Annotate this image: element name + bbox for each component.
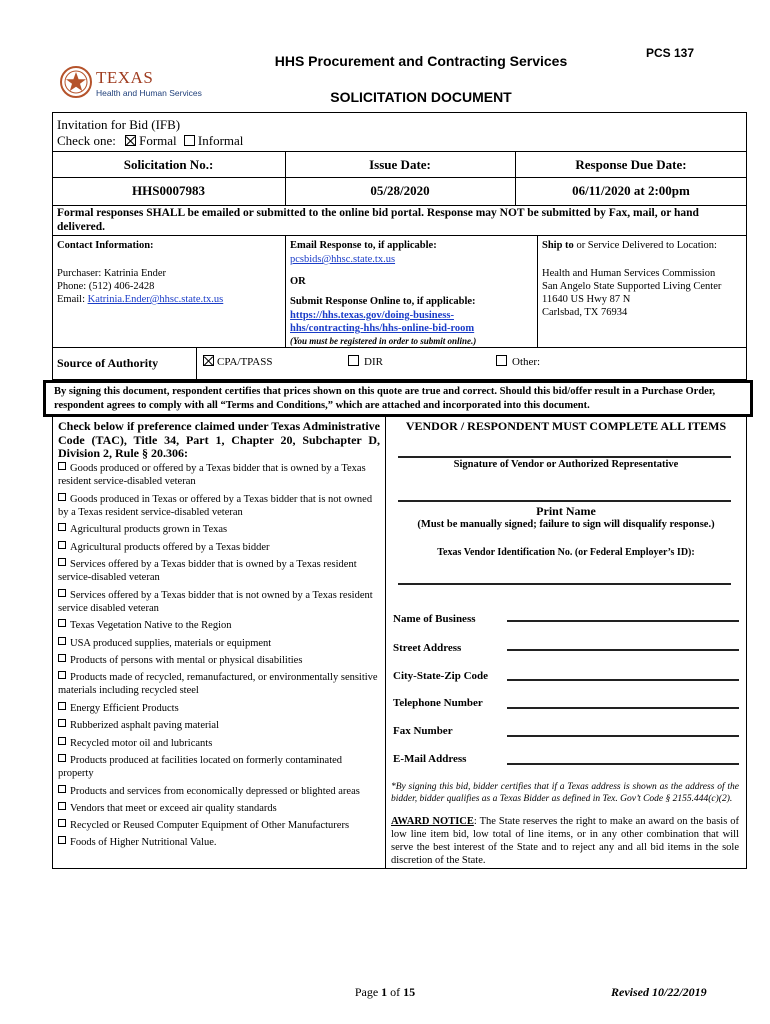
registration-note: (You must be registered in order to submit online.) (290, 336, 477, 346)
divider (52, 347, 747, 348)
logo-subtitle: Health and Human Services (96, 88, 202, 98)
city-state-zip-label: City-State-Zip Code (393, 670, 489, 682)
contact-email-row (57, 294, 223, 305)
ship-to-line4: Carlsbad, TX 76934 (542, 307, 628, 318)
preference-checkbox[interactable] (58, 619, 66, 627)
preference-item (58, 719, 380, 732)
form-number: PCS 137 (646, 46, 695, 60)
preference-checkbox[interactable] (58, 819, 66, 827)
preference-label: Rubberized asphalt paving material (70, 720, 219, 731)
issue-date-header: Issue Date: (369, 157, 431, 172)
contact-phone: Phone: (512) 406-2428 (57, 281, 155, 292)
ship-to-line2: San Angelo State Supported Living Center (542, 281, 722, 292)
email-label: E-Mail Address (393, 753, 467, 765)
preference-label: Agricultural products offered by a Texas bidder (70, 542, 270, 553)
street-address-field[interactable] (507, 649, 739, 651)
divider (285, 235, 286, 347)
preference-label: Goods produced in Texas or offered by a Texas bidder that is not owned by a Texas resident service-disabled veteran (58, 494, 373, 518)
formal-checkbox[interactable] (125, 135, 136, 146)
certification-text: By signing this document, respondent certifies that prices shown on this quote are true and correct. Should this bid/offer result in a Purchase Order, respondent agrees to comply with all “Terms and Conditions,” which are attached and incorporated into this document. (54, 386, 716, 411)
preference-checkbox[interactable] (58, 493, 66, 501)
texas-bidder-note: *By signing this bid, bidder certifies that if a Texas address is shown as the address of the bidder, bidder qualifies as a Texas Bidder as defined in Tex. Gov’t Code § 2155.444(c)(2). (391, 782, 739, 804)
preference-label: Products and services from economically depressed or blighted areas (70, 786, 360, 797)
preference-item (58, 671, 380, 697)
email-field[interactable] (507, 763, 739, 765)
preference-checkbox[interactable] (58, 671, 66, 679)
telephone-label: Telephone Number (393, 697, 483, 709)
preference-item (58, 737, 380, 750)
preference-checkbox[interactable] (58, 637, 66, 645)
preference-label: USA produced supplies, materials or equipment (70, 638, 272, 649)
preference-label: Products produced at facilities located on formerly contaminated property (58, 755, 343, 779)
other-label: Other: (512, 356, 541, 368)
signature-line[interactable] (398, 456, 731, 458)
or-label: OR (290, 276, 306, 287)
ifb-label: Invitation for Bid (IFB) (57, 117, 181, 132)
ship-to-rest: or Service Delivered to Location: (573, 240, 717, 251)
preference-checkbox[interactable] (58, 558, 66, 566)
preference-checkbox[interactable] (58, 737, 66, 745)
ship-to-line3: 11640 US Hwy 87 N (542, 294, 631, 305)
award-notice-label: AWARD NOTICE (391, 816, 474, 827)
print-name-label: Print Name (536, 504, 596, 518)
online-bid-link-line1[interactable]: https://hhs.texas.gov/doing-business- (290, 310, 454, 321)
vendor-id-label: Texas Vendor Identification No. (or Federal Employer’s ID): (437, 547, 695, 558)
preference-item (58, 785, 380, 798)
preference-item (58, 523, 380, 536)
must-sign-note: (Must be manually signed; failure to sign will disqualify response.) (417, 519, 715, 530)
telephone-field[interactable] (507, 707, 739, 709)
preference-item (58, 754, 380, 780)
logo-title: TEXAS (96, 68, 154, 87)
contact-email-label: Email: (57, 294, 85, 305)
online-response-header: Submit Response Online to, if applicable: (290, 296, 476, 307)
cpa-label: CPA/TPASS (217, 356, 273, 368)
page-prefix: Page (354, 985, 382, 999)
business-name-label: Name of Business (393, 613, 476, 625)
solicitation-no-header: Solicitation No.: (123, 157, 214, 172)
vendor-header: VENDOR / RESPONDENT MUST COMPLETE ALL ITEMS (405, 419, 727, 433)
cpa-checkbox[interactable] (203, 355, 214, 366)
bids-email-link[interactable]: pcsbids@hhsc.state.tx.us (290, 254, 396, 265)
preference-item (58, 493, 380, 519)
preference-label: Texas Vegetation Native to the Region (70, 620, 232, 631)
divider (537, 235, 538, 347)
preference-label: Recycled motor oil and lubricants (70, 738, 213, 749)
online-bid-link-line2[interactable]: hhs/contracting-hhs/hhs-online-bid-room (290, 323, 475, 334)
street-address-label: Street Address (393, 642, 462, 654)
response-due-value: 06/11/2020 at 2:00pm (572, 183, 690, 198)
fax-label: Fax Number (393, 725, 453, 737)
informal-label: Informal (197, 133, 244, 148)
page-current: 1 (381, 985, 388, 999)
preference-label: Energy Efficient Products (70, 703, 179, 714)
preference-header: Check below if preference claimed under Texas Administrative Code (TAC), Title 34, Part 1, Chapter 20, Subchapter D, Division 2, Rule § 20.306: (58, 419, 380, 460)
preference-checkbox[interactable] (58, 785, 66, 793)
fax-field[interactable] (507, 735, 739, 737)
contact-purchaser: Purchaser: Katrinia Ender (57, 268, 167, 279)
signature-label: Signature of Vendor or Authorized Representative (453, 459, 679, 470)
business-name-field[interactable] (507, 620, 739, 622)
other-option (496, 355, 540, 368)
dir-checkbox[interactable] (348, 355, 359, 366)
divider (196, 347, 197, 380)
issue-date-value: 05/28/2020 (370, 183, 430, 198)
divider (52, 177, 747, 178)
print-name-line[interactable] (398, 500, 731, 502)
preference-item (58, 637, 380, 650)
award-notice (391, 815, 739, 867)
preference-item (58, 619, 380, 632)
preference-label: Services offered by a Texas bidder that is not owned by a Texas resident service disabled veteran (58, 590, 373, 614)
divider (52, 235, 747, 236)
revision-date: Revised 10/22/2019 (611, 985, 707, 999)
formal-response-note: Formal responses SHALL be emailed or submitted to the online bid portal. Response may NOT be submitted by Fax, mail, or hand delivered. (57, 207, 699, 233)
page-total: 15 (403, 985, 416, 999)
preference-checkbox[interactable] (58, 754, 66, 762)
response-due-header: Response Due Date: (575, 157, 687, 172)
divider (52, 151, 747, 152)
preference-item (58, 702, 380, 715)
page-title: HHS Procurement and Contracting Services (274, 53, 568, 69)
preference-item (58, 819, 380, 832)
preference-checkbox[interactable] (58, 523, 66, 531)
check-one-row (57, 133, 243, 149)
dir-option (348, 355, 383, 368)
contact-header: Contact Information: (57, 240, 154, 251)
preference-label: Products made of recycled, remanufactured, or environmentally sensitive materials including recycled steel (58, 672, 378, 696)
divider (385, 417, 386, 869)
source-authority-label: Source of Authority (57, 356, 159, 370)
preference-checkbox[interactable] (58, 702, 66, 710)
preference-item (58, 802, 380, 815)
preference-checkbox[interactable] (58, 802, 66, 810)
cpa-option (203, 355, 272, 368)
preference-checkbox[interactable] (58, 541, 66, 549)
document-subtitle: SOLICITATION DOCUMENT (330, 89, 512, 105)
preference-item (58, 836, 380, 849)
ship-to-line1: Health and Human Services Commission (542, 268, 716, 279)
preference-label: Services offered by a Texas bidder that is owned by a Texas resident service-disabled veteran (58, 559, 357, 583)
preference-checkbox[interactable] (58, 589, 66, 597)
ship-to-header (542, 240, 717, 251)
email-response-header: Email Response to, if applicable: (290, 240, 437, 251)
preference-checkbox[interactable] (58, 719, 66, 727)
award-notice-text: : The State reserves the right to make an award on the basis of low line item bid, low total of line items, or in any other combination that will serve the best interest of the State and to reject any and all bid items in the sole discretion of the State. (391, 816, 739, 866)
preference-item (58, 558, 380, 584)
preference-label: Goods produced or offered by a Texas bidder that is owned by a Texas resident service-disabled veteran (58, 463, 366, 487)
check-one-label: Check one: (57, 133, 116, 148)
preference-item (58, 462, 380, 488)
informal-checkbox[interactable] (184, 135, 195, 146)
preference-label: Agricultural products grown in Texas (70, 524, 228, 535)
preference-item (58, 589, 380, 615)
preference-label: Recycled or Reused Computer Equipment of Other Manufacturers (70, 820, 350, 831)
preference-label: Vendors that meet or exceed air quality standards (70, 803, 277, 814)
ship-to-bold: Ship to (542, 240, 574, 251)
solicitation-no-value: HHS0007983 (132, 183, 205, 198)
formal-label: Formal (139, 133, 177, 148)
preference-label: Foods of Higher Nutritional Value. (70, 837, 217, 848)
contact-email-link[interactable]: Katrinia.Ender@hhsc.state.tx.us (87, 294, 224, 305)
preference-checkbox[interactable] (58, 462, 66, 470)
city-state-zip-field[interactable] (507, 679, 739, 681)
other-checkbox[interactable] (496, 355, 507, 366)
preference-label: Products of persons with mental or physical disabilities (70, 655, 303, 666)
preference-item (58, 541, 380, 554)
dir-label: DIR (364, 356, 383, 368)
preference-checkbox[interactable] (58, 654, 66, 662)
preference-item (58, 654, 380, 667)
page-of: of (387, 985, 404, 999)
preference-checkbox[interactable] (58, 836, 66, 844)
vendor-id-field[interactable] (398, 583, 731, 585)
